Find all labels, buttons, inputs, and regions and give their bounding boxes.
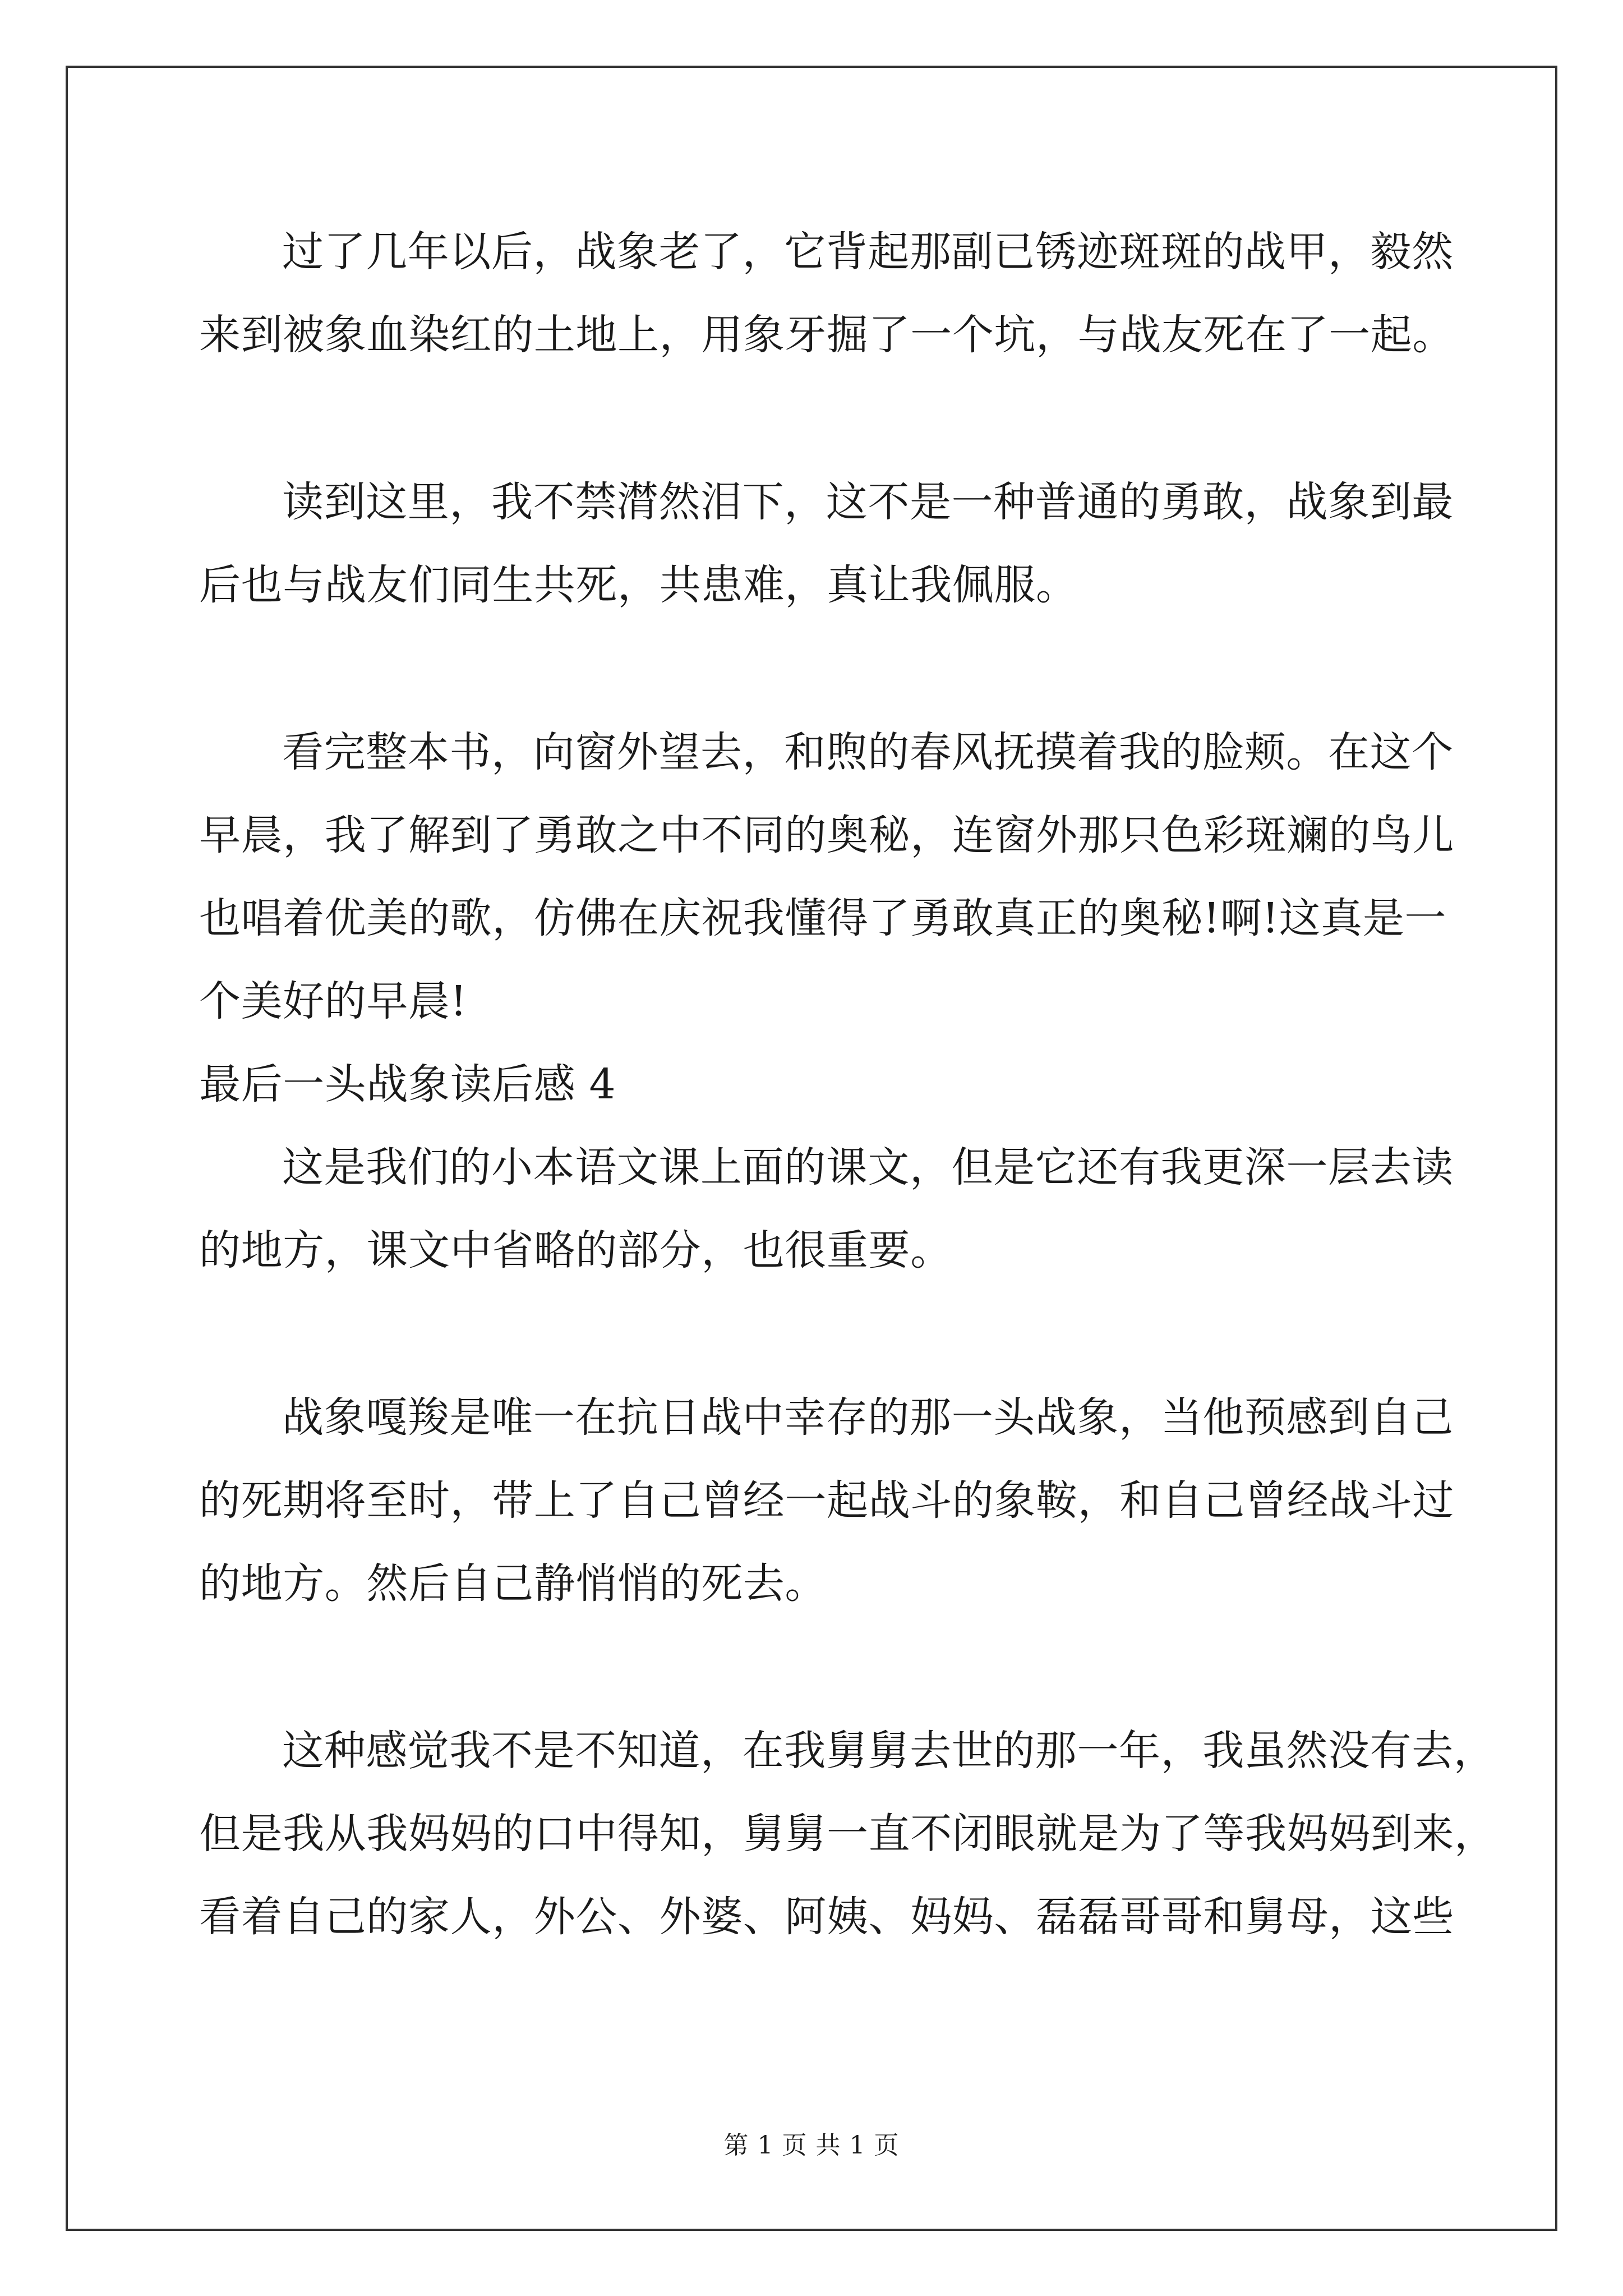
text-line: 看着自己的家人，外公、外婆、阿姨、妈妈、磊磊哥哥和舅母，这些 bbox=[199, 1893, 1454, 1941]
text-line: 来到被象血染红的土地上，用象牙掘了一个坑，与战友死在了一起。 bbox=[199, 311, 1454, 359]
page-number-footer: 第 1 页 共 1 页 bbox=[723, 2131, 900, 2160]
text-line: 但是我从我妈妈的口中得知，舅舅一直不闭眼就是为了等我妈妈到来， bbox=[199, 1810, 1496, 1858]
text-line: 后也与战友们同生共死，共患难，真让我佩服。 bbox=[199, 561, 1078, 609]
text-line: 的地方。然后自己静悄悄的死去。 bbox=[199, 1559, 827, 1608]
text-line: 读到这里，我不禁潸然泪下，这不是一种普通的勇敢，战象到最 bbox=[282, 478, 1454, 526]
section-title: 最后一头战象读后感 4 bbox=[199, 1060, 616, 1108]
text-line: 这种感觉我不是不知道，在我舅舅去世的那一年，我虽然没有去， bbox=[282, 1727, 1496, 1775]
paragraph-4 bbox=[199, 1126, 1461, 1292]
paragraph-6 bbox=[199, 1709, 1496, 1958]
text-line: 这是我们的小本语文课上面的课文，但是它还有我更深一层去读 bbox=[282, 1143, 1454, 1191]
document-body bbox=[199, 210, 1496, 1958]
text-line: 个美好的早晨! bbox=[199, 977, 467, 1025]
text-line: 过了几年以后，战象老了，它背起那副已锈迹斑斑的战甲，毅然 bbox=[282, 228, 1454, 276]
paragraph-2 bbox=[199, 461, 1461, 627]
text-line: 战象嘎羧是唯一在抗日战中幸存的那一头战象，当他预感到自己 bbox=[282, 1393, 1454, 1442]
paragraph-5 bbox=[199, 1376, 1461, 1625]
text-line: 早晨，我了解到了勇敢之中不同的奥秘，连窗外那只色彩斑斓的鸟儿 bbox=[199, 811, 1454, 859]
text-line: 的死期将至时，带上了自己曾经一起战斗的象鞍，和自己曾经战斗过 bbox=[199, 1476, 1454, 1525]
paragraph-3 bbox=[199, 711, 1461, 1043]
text-line: 看完整本书，向窗外望去，和煦的春风抚摸着我的脸颊。在这个 bbox=[282, 728, 1454, 776]
text-line: 也唱着优美的歌，仿佛在庆祝我懂得了勇敢真正的奥秘!啊!这真是一 bbox=[199, 894, 1447, 942]
text-line: 的地方，课文中省略的部分，也很重要。 bbox=[199, 1226, 952, 1274]
paragraph-1 bbox=[199, 210, 1461, 376]
